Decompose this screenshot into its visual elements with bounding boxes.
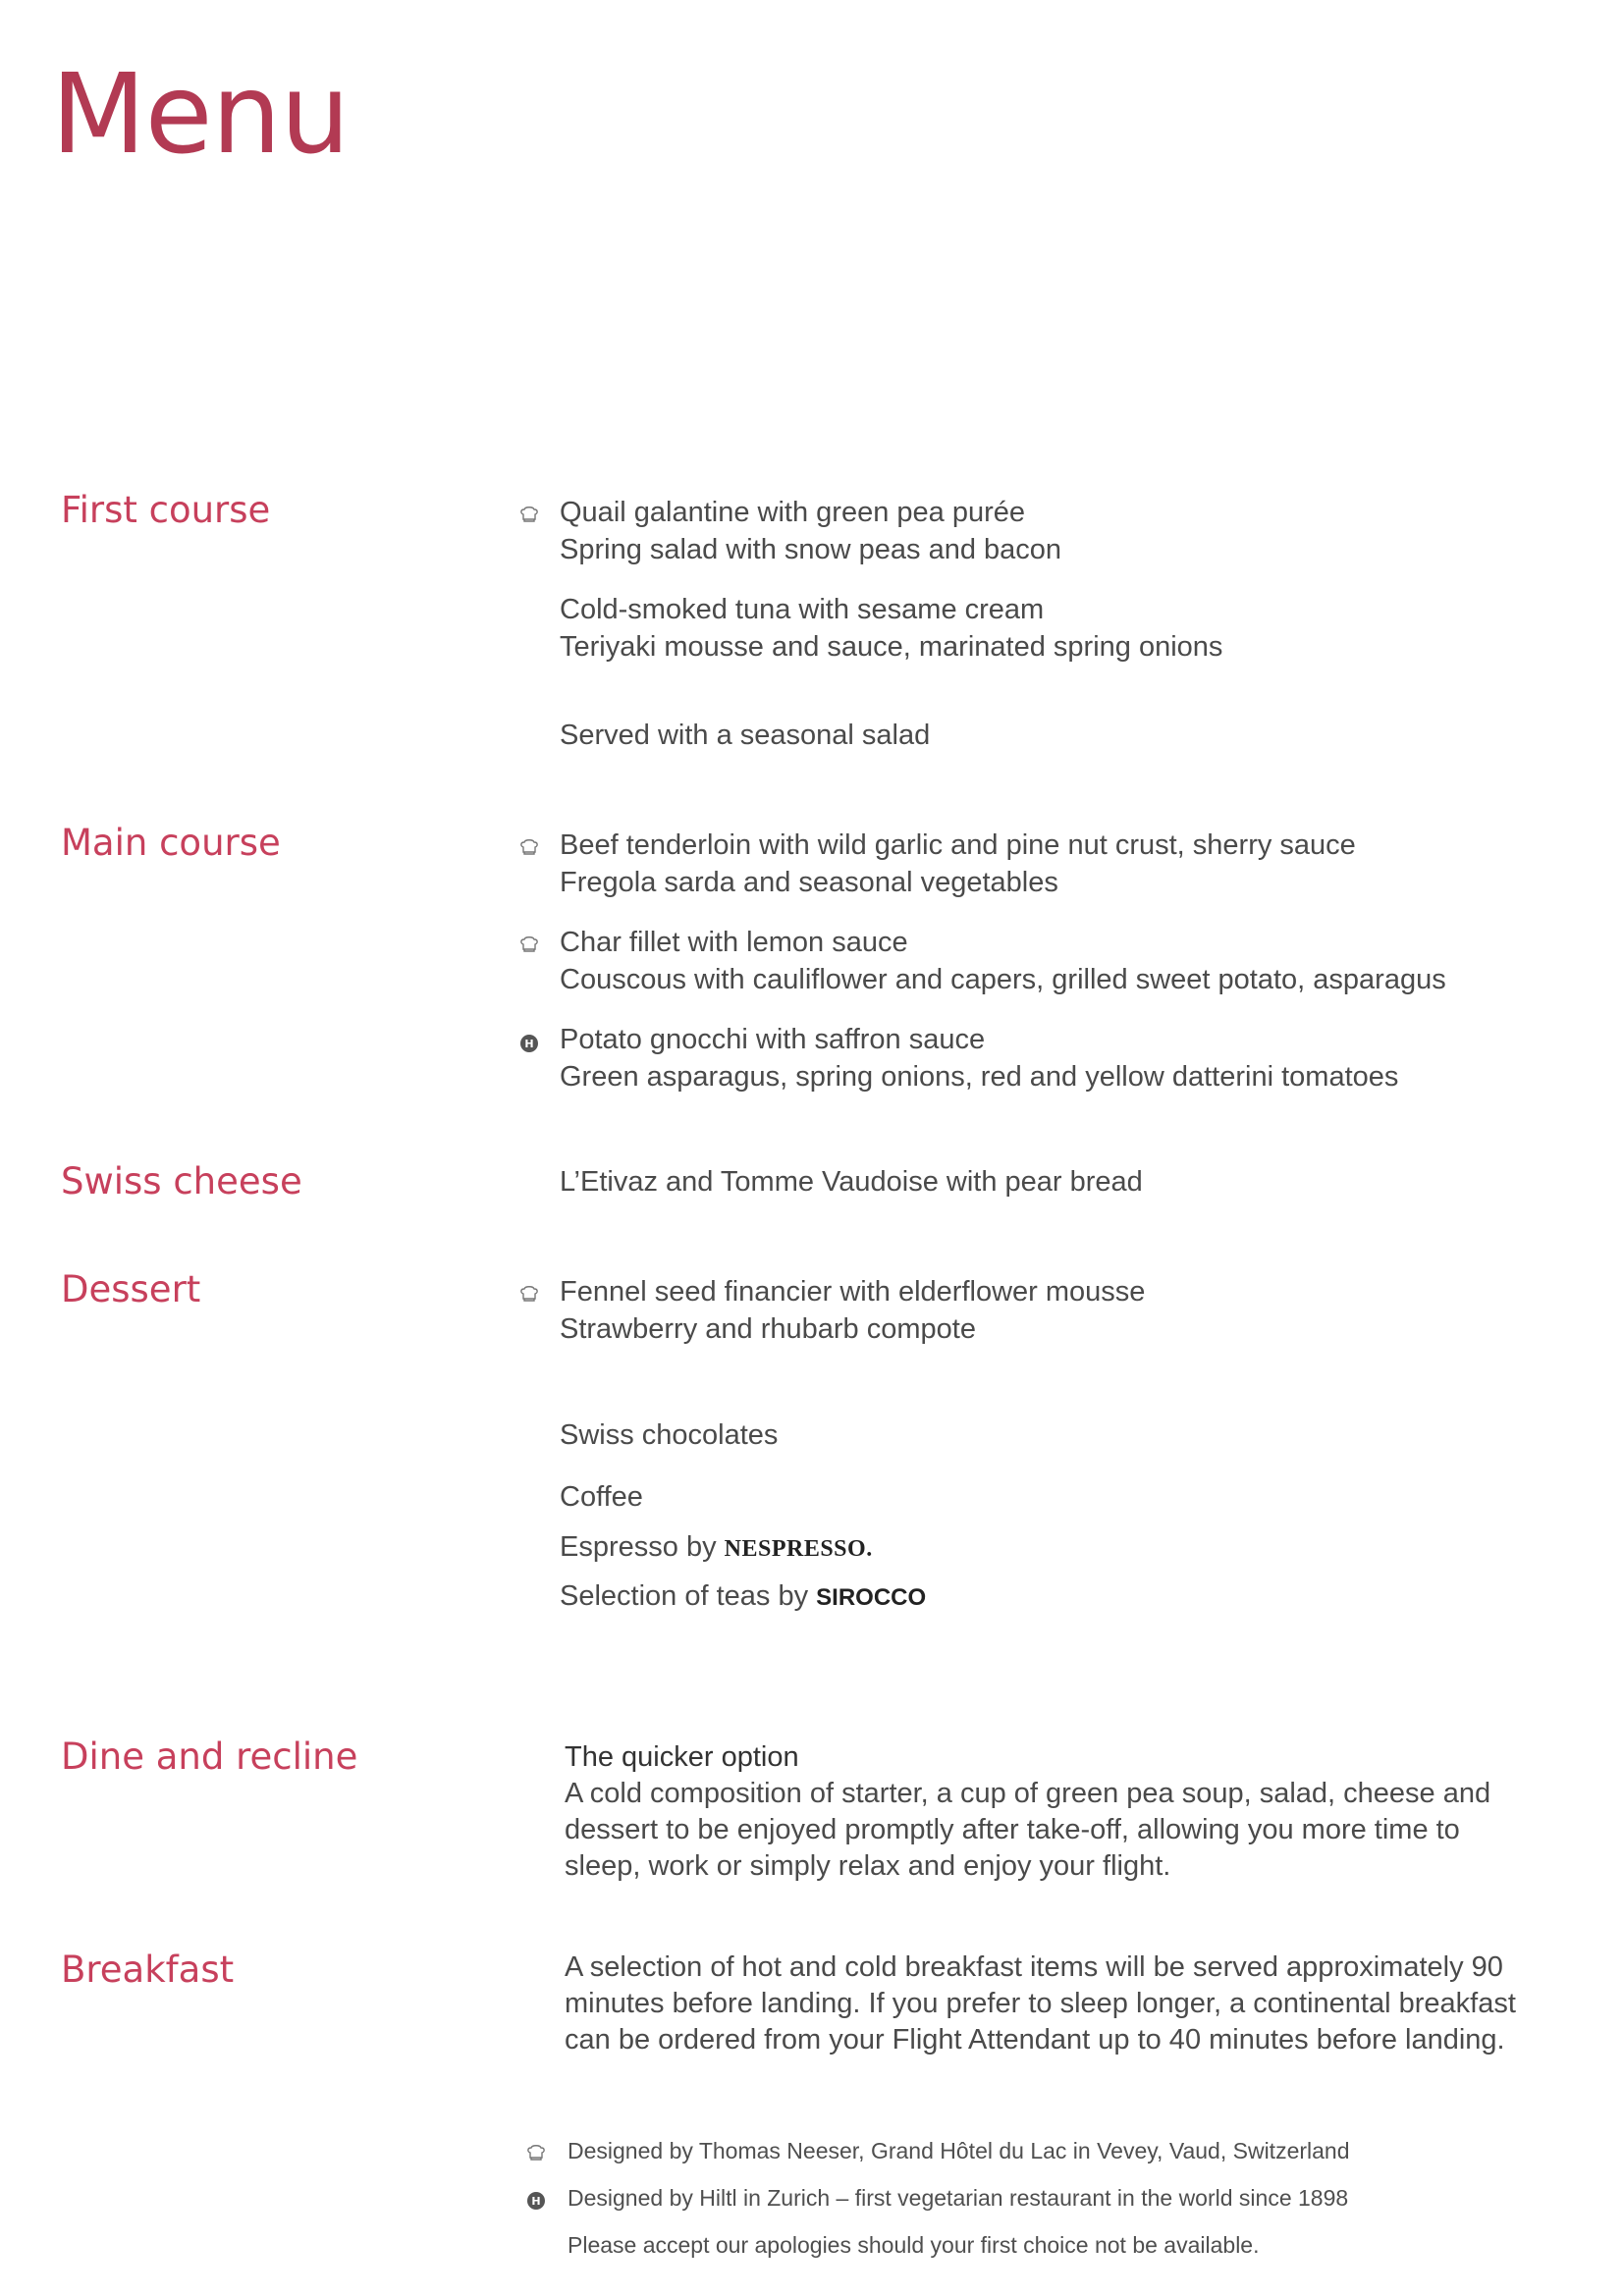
menu-item (560, 827, 1356, 901)
dish-description: Couscous with cauliflower and capers, grilled sweet potato, asparagus (560, 964, 1446, 995)
hiltl-h-icon (525, 2190, 547, 2212)
sirocco-logo: SIROCCO (816, 1584, 927, 1611)
chef-hat-icon (518, 837, 540, 859)
teas-label: Selection of teas by (560, 1580, 809, 1612)
menu-item (560, 591, 1222, 666)
chef-hat-icon (518, 1284, 540, 1306)
dish-name: Potato gnocchi with saffron sauce (560, 1024, 986, 1055)
menu-item (560, 1163, 1143, 1201)
dish-name: Char fillet with lemon sauce (560, 927, 908, 958)
section-label-swiss-cheese: Swiss cheese (61, 1160, 302, 1202)
dish-description: Strawberry and rhubarb compote (560, 1313, 976, 1345)
dish-name: Fennel seed financier with elderflower mousse (560, 1276, 1146, 1308)
description-line: sleep, work or simply relax and enjoy your flight. (565, 1850, 1171, 1882)
chef-hat-icon (518, 934, 540, 956)
menu-item (560, 1021, 1398, 1095)
description-line: can be ordered from your Flight Attendant up to 40 minutes before landing. (565, 2024, 1505, 2056)
dish-name: Swiss chocolates (560, 1419, 779, 1451)
coffee-label: Coffee (560, 1481, 643, 1513)
svg-text:H: H (524, 1038, 534, 1050)
menu-item (560, 1273, 1145, 1348)
dish-name: Beef tenderloin with wild garlic and pine nut crust, sherry sauce (560, 829, 1356, 861)
teas-line (560, 1577, 926, 1617)
footnote-apology: Please accept our apologies should your first choice not be available. (568, 2232, 1260, 2258)
dish-description: Fregola sarda and seasonal vegetables (560, 867, 1058, 898)
menu-item (560, 717, 930, 754)
dish-description: Green asparagus, spring onions, red and yellow datterini tomatoes (560, 1061, 1399, 1093)
menu-item (560, 1416, 778, 1454)
dish-name: Served with a seasonal salad (560, 720, 931, 751)
nespresso-logo: NESPRESSO. (724, 1536, 873, 1562)
breakfast-description (565, 1949, 1527, 2058)
section-label-dessert: Dessert (61, 1268, 201, 1310)
svg-text:H: H (531, 2195, 541, 2208)
footnote-hiltl: Designed by Hiltl in Zurich – first vegetarian restaurant in the world since 1898 (568, 2185, 1349, 2211)
description-line: A selection of hot and cold breakfast items will be served approximately 90 (565, 1951, 1503, 1983)
menu-item (560, 494, 1061, 568)
chef-hat-icon (525, 2143, 547, 2164)
menu-item (560, 924, 1446, 998)
dine-and-recline-description (565, 1739, 1527, 1885)
dish-description: Spring salad with snow peas and bacon (560, 534, 1062, 565)
page-title: Menu (51, 51, 350, 179)
hiltl-h-icon (518, 1033, 540, 1054)
section-label-first-course: First course (61, 489, 271, 531)
section-label-breakfast: Breakfast (61, 1949, 235, 1991)
chef-hat-icon (518, 505, 540, 526)
section-label-main-course: Main course (61, 822, 281, 864)
coffee-line (560, 1478, 643, 1516)
section-label-dine-and-recline: Dine and recline (61, 1735, 358, 1778)
dish-description: Teriyaki mousse and sauce, marinated spring onions (560, 631, 1223, 663)
dish-name: L’Etivaz and Tomme Vaudoise with pear bread (560, 1166, 1143, 1198)
dish-name: Quail galantine with green pea purée (560, 497, 1025, 528)
dish-name: Cold-smoked tuna with sesame cream (560, 594, 1045, 625)
espresso-label: Espresso by (560, 1531, 717, 1563)
description-heading: The quicker option (565, 1741, 799, 1773)
espresso-line (560, 1528, 873, 1568)
footnote-chef: Designed by Thomas Neeser, Grand Hôtel du Lac in Vevey, Vaud, Switzerland (568, 2138, 1350, 2163)
description-line: minutes before landing. If you prefer to sleep longer, a continental breakfast (565, 1988, 1516, 2019)
description-line: dessert to be enjoyed promptly after take-off, allowing you more time to (565, 1814, 1460, 1845)
description-line: A cold composition of starter, a cup of green pea soup, salad, cheese and (565, 1778, 1491, 1809)
